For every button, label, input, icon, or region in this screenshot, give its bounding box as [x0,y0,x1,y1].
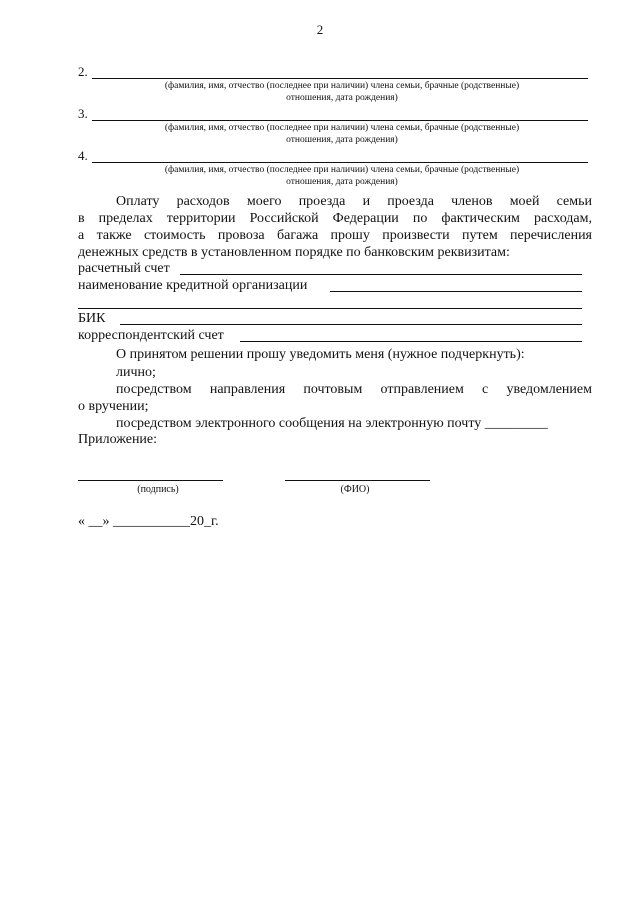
notify-option-mail-cont: о вручении; [78,399,149,414]
family-member-2-field[interactable] [92,78,588,79]
family-member-caption: отношения, дата рождения) [286,135,398,145]
payment-line-1: Оплату расходов моего проезда и проезда членов моей семьи [116,194,592,209]
fio-field[interactable] [285,480,430,481]
signature-caption: (подпись) [137,484,179,495]
bik-label: БИК [78,311,106,326]
notify-intro: О принятом решении прошу уведомить меня (нужное подчеркнуть): [116,347,525,362]
signature-field[interactable] [78,480,223,481]
fio-caption: (ФИО) [340,484,370,495]
date-line[interactable]: « __» ___________20_г. [78,514,219,529]
corr-account-label: корреспондентский счет [78,328,224,343]
notify-option-personal[interactable]: лично; [116,365,156,380]
credit-org-field-line-2[interactable] [78,308,582,309]
bik-field[interactable] [120,324,582,325]
payment-line-2: в пределах территории Российской Федерации по фактическим расходам, [78,211,592,226]
account-field[interactable] [180,274,582,275]
credit-org-label: наименование кредитной организации [78,278,308,293]
family-member-3-field[interactable] [92,120,588,121]
notify-option-mail[interactable]: посредством направления почтовым отправлением с уведомлением [116,382,592,397]
page-number: 2 [316,22,324,37]
payment-line-4: денежных средств в установленном порядке по банковским реквизитам: [78,245,510,260]
payment-line-3: а также стоимость провоза багажа прошу произвести путем перечисления [78,228,592,243]
account-label: расчетный счет [78,261,170,276]
family-member-caption: (фамилия, имя, отчество (последнее при наличии) члена семьи, брачные (родственные) [164,165,520,175]
row-number: 3. [78,106,88,121]
notify-option-email[interactable]: посредством электронного сообщения на электронную почту _________ [116,416,548,431]
row-number: 4. [78,148,88,163]
family-member-caption: отношения, дата рождения) [286,93,398,103]
family-member-caption: (фамилия, имя, отчество (последнее при наличии) члена семьи, брачные (родственные) [164,123,520,133]
row-number: 2. [78,64,88,79]
family-member-caption: отношения, дата рождения) [286,177,398,187]
corr-account-field[interactable] [240,341,582,342]
attachment-label: Приложение: [78,432,158,447]
family-member-caption: (фамилия, имя, отчество (последнее при наличии) члена семьи, брачные (родственные) [164,81,520,91]
family-member-4-field[interactable] [92,162,588,163]
credit-org-field[interactable] [330,291,582,292]
